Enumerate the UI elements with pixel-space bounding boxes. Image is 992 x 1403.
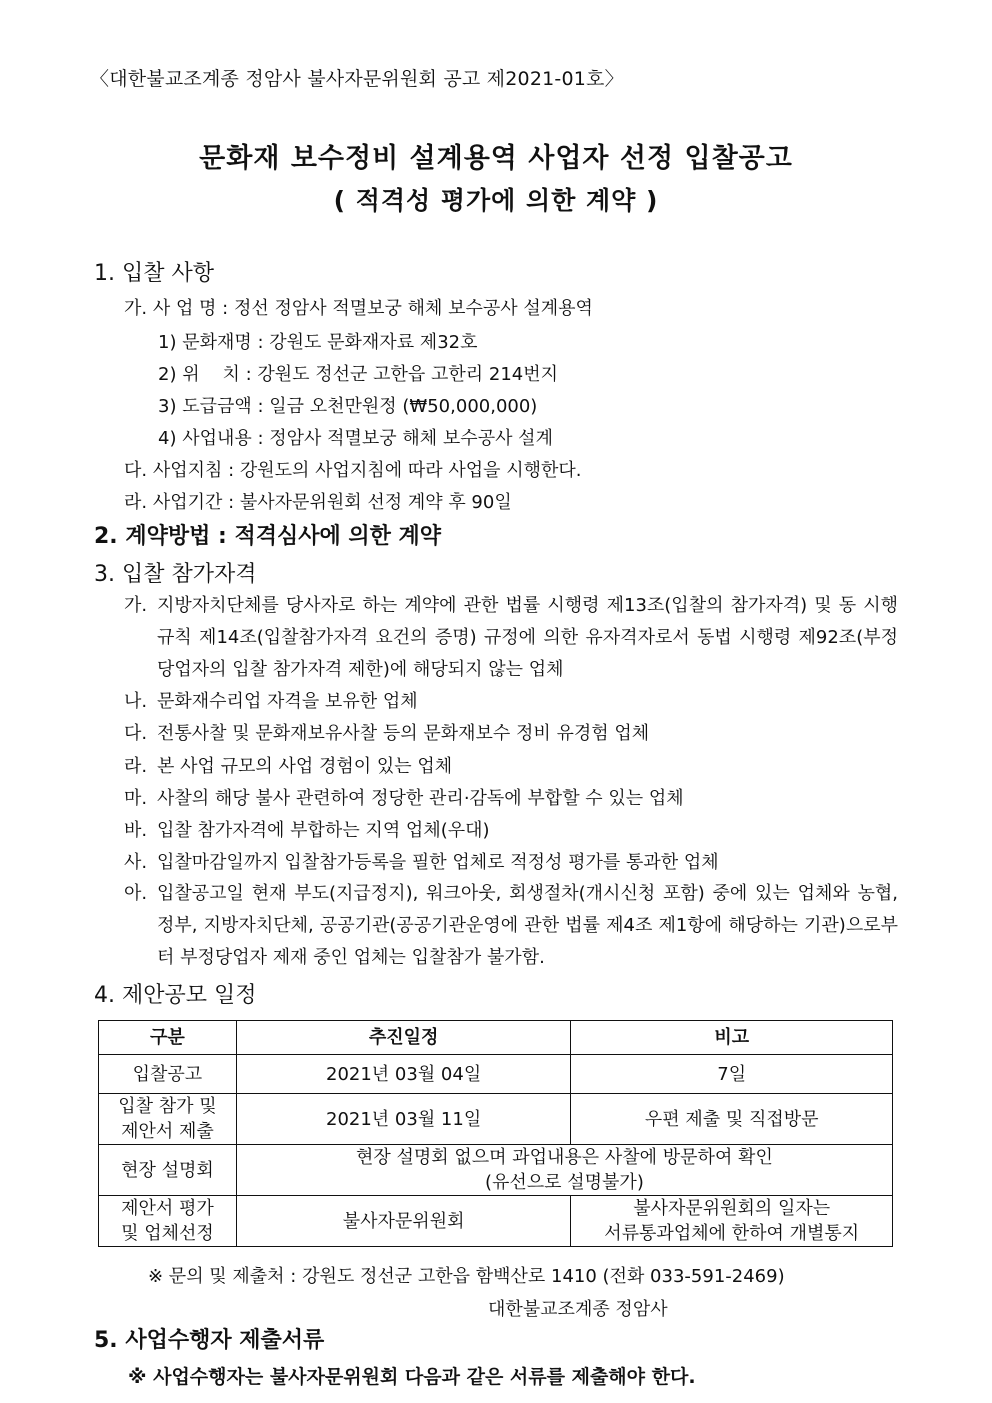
- table-cell: 불사자문위원회의 일자는 서류통과업체에 한하여 개별통지: [571, 1196, 893, 1247]
- item-text: 입찰공고일 현재 부도(지급정지), 워크아웃, 회생절차(개시신청 포함) 중에 있는 업체와 농협, 정부, 지방자치단체, 공공기관(공공기관운영에 관한 법률 제4조 제1항에 해당하는 기관)으로부터 부정당업자 제재 중인 업체는 입찰참가 불가함.: [157, 883, 898, 968]
- issuer-signature: 대한불교조계종 정암사: [488, 1299, 668, 1320]
- item-marker: 나.: [124, 691, 148, 712]
- table-cell: 입찰 참가 및 제안서 제출: [99, 1094, 237, 1145]
- item-text: 입찰 참가자격에 부합하는 지역 업체(우대): [157, 820, 490, 841]
- section-heading-submission-docs: 5. 사업수행자 제출서류: [94, 1328, 325, 1353]
- qualification-item: [124, 878, 898, 974]
- table-cell: 2021년 03월 11일: [236, 1094, 571, 1145]
- qualification-item: [124, 815, 898, 847]
- section-heading-bid-items: 1. 입찰 사항: [94, 261, 214, 286]
- bid-item-period: 라. 사업기간 : 불사자문위원회 선정 계약 후 90일: [124, 492, 512, 513]
- table-cell: 우편 제출 및 직접방문: [571, 1094, 893, 1145]
- item-text: 입찰마감일까지 입찰참가등록을 필한 업체로 적정성 평가를 통과한 업체: [157, 852, 719, 873]
- table-cell: 제안서 평가 및 업체선정: [99, 1196, 237, 1247]
- qualification-item: [124, 783, 898, 815]
- table-row: [99, 1145, 893, 1196]
- bid-item-heritage-name: 1) 문화재명 : 강원도 문화재자료 제32호: [158, 332, 478, 353]
- bid-item-project-name: 가. 사 업 명 : 정선 정암사 적멸보궁 해체 보수공사 설계용역: [124, 298, 593, 319]
- bid-item-contract-amount: 3) 도급금액 : 일금 오천만원정 (₩50,000,000): [158, 396, 538, 417]
- table-header-row: [99, 1021, 893, 1055]
- table-cell: 7일: [571, 1055, 893, 1094]
- item-marker: 아.: [124, 883, 148, 904]
- section-heading-qualification: 3. 입찰 참가자격: [94, 562, 257, 587]
- item-text: 문화재수리업 자격을 보유한 업체: [157, 691, 418, 712]
- qualification-item: [124, 718, 898, 750]
- section-heading-contract-method: 2. 계약방법 : 적격심사에 의한 계약: [94, 524, 442, 549]
- table-cell: 현장 설명회 없으며 과업내용은 사찰에 방문하여 확인 (유선으로 설명불가): [236, 1145, 892, 1196]
- bid-item-project-content: 4) 사업내용 : 정암사 적멸보궁 해체 보수공사 설계: [158, 428, 553, 449]
- table-cell: 2021년 03월 04일: [236, 1055, 571, 1094]
- qualification-item: [124, 751, 898, 783]
- qualification-item: [124, 847, 898, 879]
- item-marker: 라.: [124, 756, 148, 777]
- table-row: [99, 1055, 893, 1094]
- item-marker: 사.: [124, 852, 148, 873]
- bid-item-guideline: 다. 사업지침 : 강원도의 사업지침에 따라 사업을 시행한다.: [124, 460, 582, 481]
- document-title: 문화재 보수정비 설계용역 사업자 선정 입찰공고: [199, 143, 793, 174]
- item-text: 지방자치단체를 당사자로 하는 계약에 관한 법률 시행령 제13조(입찰의 참가자격) 및 동 시행규칙 제14조(입찰참가자격 요건의 증명) 규정에 의한 유자격자로서 동법 시행령 제92조(부정당업자의 입찰 참가자격 제한)에 해당되지 않는 업체: [157, 595, 898, 680]
- item-marker: 마.: [124, 788, 148, 809]
- section-heading-schedule: 4. 제안공모 일정: [94, 983, 257, 1008]
- table-header-cell: 추진일정: [236, 1021, 571, 1055]
- table-header-cell: 비고: [571, 1021, 893, 1055]
- item-text: 사찰의 해당 불사 관련하여 정당한 관리·감독에 부합할 수 있는 업체: [157, 788, 684, 809]
- table-header-cell: 구분: [99, 1021, 237, 1055]
- qualification-item: [124, 686, 898, 718]
- notice-number: 〈대한불교조계종 정암사 불사자문위원회 공고 제2021-01호〉: [90, 68, 624, 90]
- schedule-table: [98, 1020, 893, 1247]
- table-row: [99, 1196, 893, 1247]
- table-cell: 현장 설명회: [99, 1145, 237, 1196]
- bid-item-location: 2) 위 치 : 강원도 정선군 고한읍 고한리 214번지: [158, 364, 559, 385]
- submission-note: ※ 사업수행자는 불사자문위원회 다음과 같은 서류를 제출해야 한다.: [128, 1366, 696, 1388]
- document-subtitle: ( 적격성 평가에 의한 계약 ): [333, 186, 659, 215]
- table-row: [99, 1094, 893, 1145]
- contact-note: ※ 문의 및 제출처 : 강원도 정선군 고한읍 함백산로 1410 (전화 033-591-2469): [148, 1266, 785, 1287]
- table-cell: 입찰공고: [99, 1055, 237, 1094]
- table-cell: 불사자문위원회: [236, 1196, 571, 1247]
- item-marker: 다.: [124, 723, 148, 744]
- qualification-item: [124, 590, 898, 686]
- item-text: 본 사업 규모의 사업 경험이 있는 업체: [157, 756, 453, 777]
- item-marker: 가.: [124, 595, 148, 616]
- item-marker: 바.: [124, 820, 148, 841]
- item-text: 전통사찰 및 문화재보유사찰 등의 문화재보수 정비 유경험 업체: [157, 723, 650, 744]
